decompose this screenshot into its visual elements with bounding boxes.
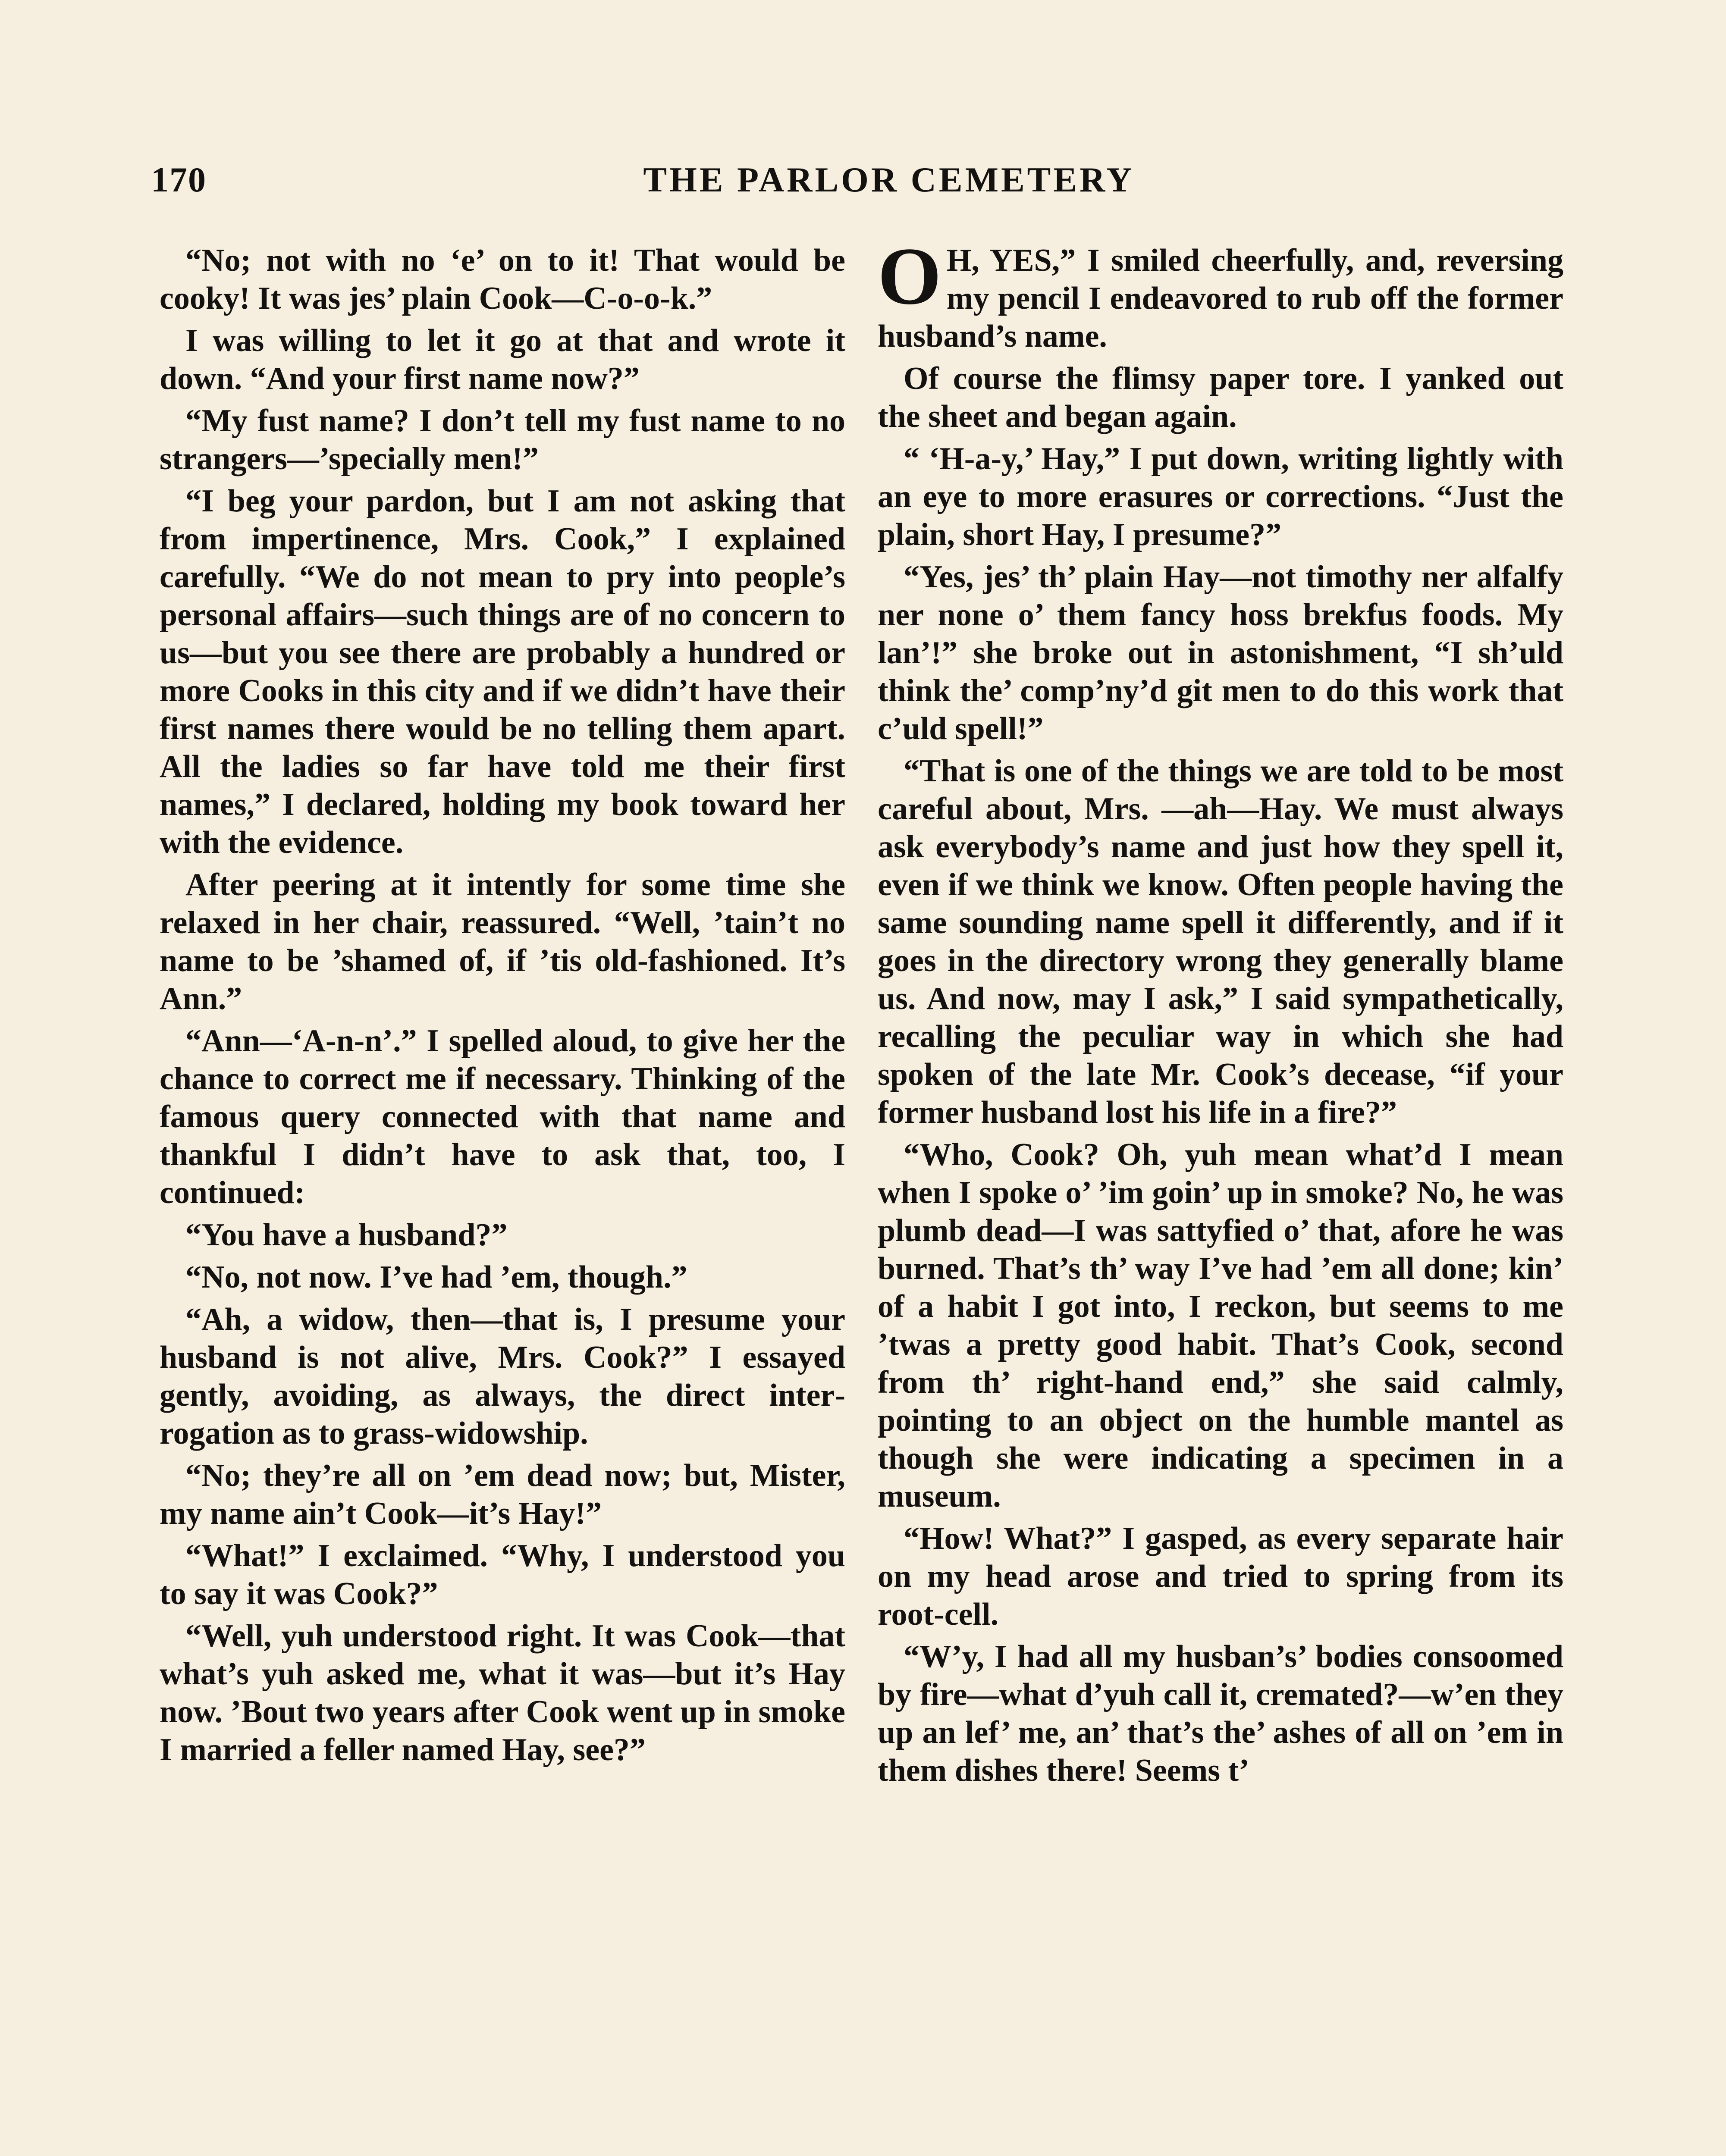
- paragraph: I was willing to let it go at that and wrote it down. “And your first name now?”: [160, 323, 845, 396]
- paragraph: After peering at it intently for some time she relaxed in her chair, reassured. “Well, ’tain’t no name to be ’shamed of, if ’tis old-fashioned. It’s Ann.”: [160, 867, 845, 1016]
- right-column: [878, 231, 1563, 1794]
- paragraph: “ ‘H-a-y,’ Hay,” I put down, writing lightly with an eye to more erasures or corrections. “Just the plain, short Hay, I presume?”: [878, 441, 1563, 552]
- drop-cap: O: [878, 231, 941, 322]
- paragraph: “Yes, jes’ th’ plain Hay—not timothy ner alfalfy ner none o’ them fancy hoss brekfus foods. My lan’!” she broke out in astonishment, “I sh’uld think the’ comp’ny’d git men to do this work that c’uld spell!”: [878, 559, 1563, 746]
- paragraph: “No; they’re all on ’em dead now; but, Mister, my name ain’t Cook—it’s Hay!”: [160, 1458, 845, 1531]
- paragraph: “Who, Cook? Oh, yuh mean what’d I mean when I spoke o’ ’im goin’ up in smoke? No, he was plumb dead—I was sattyfied o’ that, afore he was burned. That’s th’ way I’ve had ’em all done; kin’ of a habit I got into, I reckon, but seems to me ’twas a pretty good habit. That’s Cook, second from th’ right-hand end,” she said calmly, pointing to an object on the humble mantel as though she were indicating a specimen in a museum.: [878, 1137, 1563, 1514]
- paragraph: “Ann—‘A-n-n’.” I spelled aloud, to give her the chance to correct me if necessary. Thinking of the famous query connected with that name and thankful I didn’t have to ask that, too, I continued:: [160, 1023, 845, 1210]
- paragraph: “You have a husband?”: [185, 1217, 508, 1253]
- paragraph: “W’y, I had all my husban’s’ bodies consoomed by fire—what d’yuh call it, cremated?—w’en they up an lef’ me, an’ that’s the’ ashes of all on ’em in them dishes there! Seems t’: [878, 1639, 1563, 1788]
- page-header: [0, 160, 1726, 207]
- page-number: 170: [151, 160, 207, 199]
- paragraph-with-drop-cap: [878, 231, 1563, 355]
- paragraph: “How! What?” I gasped, as every separate hair on my head arose and tried to spring from its root-cell.: [878, 1521, 1563, 1632]
- paragraph: “No, not now. I’ve had ’em, though.”: [185, 1260, 687, 1295]
- paragraph: “No; not with no ‘e’ on to it! That would be cooky! It was jes’ plain Cook—C-o-o-k.”: [160, 243, 845, 316]
- paragraph: “That is one of the things we are told to be most careful about, Mrs. —ah—Hay. We must always ask everybody’s name and just how they spell it, even if we think we know. Often people having the same sounding name spell it differently, and if it goes in the directory wrong they generally blame us. And now, may I ask,” I said sympathetically, recalling the peculiar way in which she had spoken of the late Mr. Cook’s decease, “if your former husband lost his life in a fire?”: [878, 753, 1563, 1130]
- paragraph: “Well, yuh understood right. It was Cook—that what’s yuh asked me, what it was—but it’s Hay now. ’Bout two years after Cook went up in smoke I married a feller named Hay, see?”: [160, 1618, 845, 1767]
- paragraph: “My fust name? I don’t tell my fust name to no strangers—’specially men!”: [160, 403, 845, 476]
- left-column: [160, 241, 845, 1773]
- paragraph: “Ah, a widow, then—that is, I presume your husband is not alive, Mrs. Cook?” I essayed gently, avoiding, as always, the direct interrogation as to grass-widowship.: [160, 1302, 845, 1451]
- paragraph: Of course the flimsy paper tore. I yanked out the sheet and began again.: [878, 361, 1563, 434]
- paragraph: “I beg your pardon, but I am not asking that from impertinence, Mrs. Cook,” I explained carefully. “We do not mean to pry into people’s personal affairs—such things are of no concern to us—but you see there are probably a hundred or more Cooks in this city and if we didn’t have their first names there would be no telling them apart. All the ladies so far have told me their first names,” I declared, holding my book toward her with the evidence.: [160, 483, 845, 860]
- paragraph-text: H, YES,” I smiled cheerfully, and, reversing my pencil I endeavored to rub off the former husband’s name.: [878, 243, 1563, 354]
- running-head: THE PARLOR CEMETERY: [643, 160, 1135, 199]
- paragraph: “What!” I exclaimed. “Why, I understood you to say it was Cook?”: [160, 1538, 845, 1611]
